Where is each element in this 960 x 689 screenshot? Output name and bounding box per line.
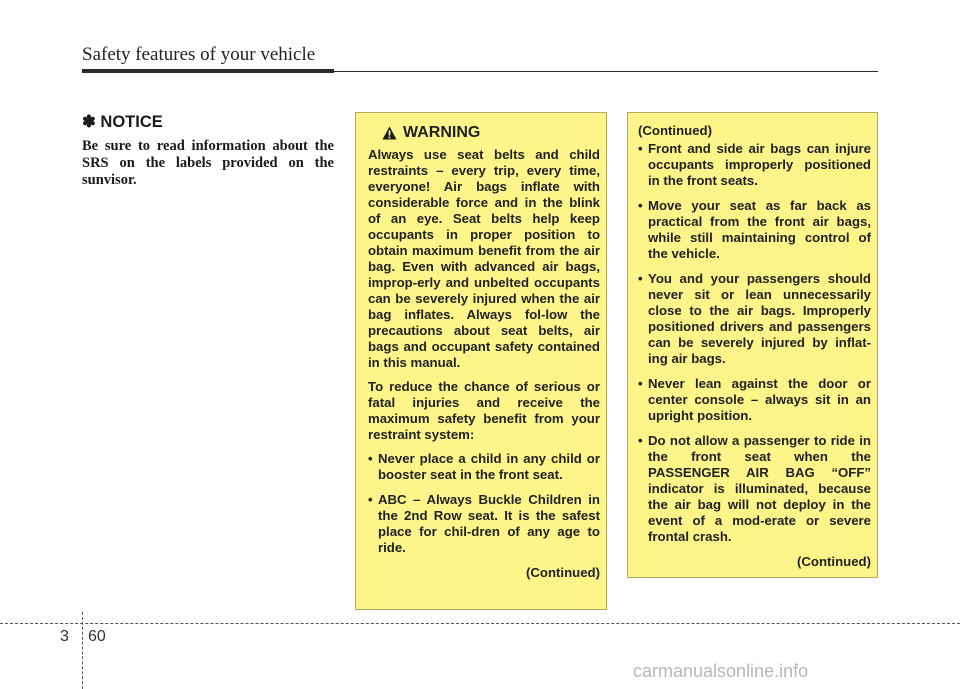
chapter-number: 3: [60, 628, 69, 645]
notice-title: NOTICE: [100, 113, 163, 131]
bullet-dot: •: [368, 451, 373, 466]
warning-bullet-list: [368, 451, 600, 556]
page-header-title: Safety features of your vehicle: [82, 44, 316, 65]
notice-heading: [82, 112, 334, 132]
footer-rule: [0, 623, 960, 624]
warning-triangle-icon: [382, 126, 397, 140]
list-item-text: Move your seat as far back as practical from the front air bags, while still maintaining control of the vehicle.: [648, 198, 871, 261]
bullet-dot: •: [638, 141, 643, 156]
bullet-dot: •: [638, 271, 643, 286]
list-item-text: Never lean against the door or center console – always sit in an upright position.: [648, 376, 871, 423]
list-item: [638, 433, 871, 545]
bullet-dot: •: [638, 376, 643, 391]
notice-asterisk-icon: ✽: [82, 113, 96, 131]
header-rule-thick: [82, 69, 334, 73]
bullet-dot: •: [368, 492, 373, 507]
list-item: [638, 271, 871, 367]
notice-body: Be sure to read information about the SRS on the labels provided on the sunvisor.: [82, 138, 334, 188]
list-item-text: Never place a child in any child or booster seat in the front seat.: [378, 451, 600, 482]
list-item-text: Front and side air bags can injure occupants improperly positioned in the front seats.: [648, 141, 871, 188]
warning-paragraph: Always use seat belts and child restraints – every trip, every time, everyone! Air bags inflate with considerable force and in the blink of an eye. Seat belts help keep occupants in proper position to obtain maximum benefit from the air bag. Even with advanced air bags, improp-erly and unbelted occupants can be severely injured when the air bag inflates. Always fol-low the precautions about seat belts, air bags and occupant safety contained in this manual.: [368, 147, 600, 370]
list-item-text: Do not allow a passenger to ride in the front seat when the PASSENGER AIR BAG “OFF” indicator is illuminated, because the air bag will not deploy in the event of a mod-erate or severe frontal crash.: [648, 433, 871, 544]
warning-paragraph: To reduce the chance of serious or fatal injuries and receive the maximum safety benefit from your restraint system:: [368, 379, 600, 442]
watermark: carmanualsonline.info: [633, 661, 809, 681]
list-item-text: You and your passengers should never sit or lean unnecessarily close to the air bags. Improperly positioned drivers and passengers can be severely injured by inflat-ing air bags.: [648, 271, 871, 366]
bullet-dot: •: [638, 198, 643, 213]
list-item-text: ABC – Always Buckle Children in the 2nd Row seat. It is the safest place for chil-dren of any age to ride.: [378, 492, 600, 555]
continued-bullet-list: [638, 141, 871, 545]
header-rule-thin: [334, 71, 878, 72]
list-item: [368, 451, 600, 483]
continued-top-label: (Continued): [638, 123, 712, 138]
warning-box: [355, 112, 607, 610]
notice-section: [82, 112, 334, 189]
continued-box: [627, 112, 878, 578]
warning-label: WARNING: [403, 124, 481, 141]
list-item: [638, 198, 871, 262]
bullet-dot: •: [638, 433, 643, 448]
continued-label: (Continued): [526, 565, 600, 580]
list-item: [638, 141, 871, 189]
warning-header: [368, 125, 600, 141]
continued-label: (Continued): [797, 554, 871, 569]
list-item: [368, 492, 600, 556]
footer-divider: [82, 612, 83, 689]
list-item: [638, 376, 871, 424]
page-number: 60: [88, 628, 106, 645]
